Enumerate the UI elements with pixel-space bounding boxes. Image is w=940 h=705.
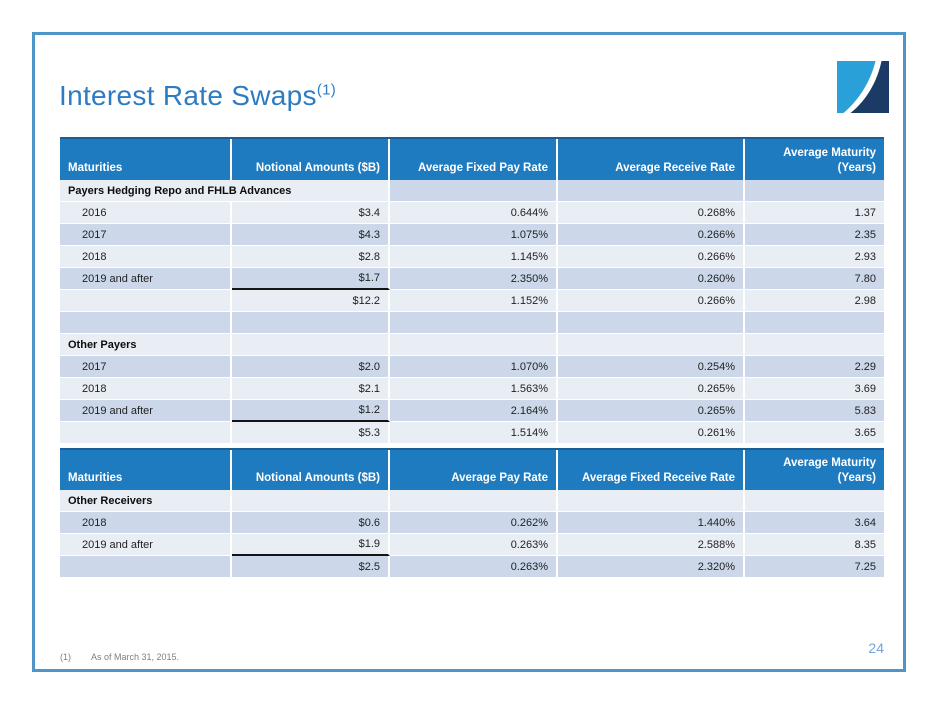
page-title-text: Interest Rate Swaps [59, 80, 317, 111]
column-header-avg-receive-rate: Average Receive Rate [558, 139, 745, 180]
cell-avg-maturity: 7.80 [745, 268, 884, 290]
cell-receive-rate [558, 180, 745, 202]
cell-avg-maturity: 2.35 [745, 224, 884, 246]
column-header-avg-maturity-line2: (Years) [837, 161, 876, 174]
table-row-section-other-receivers [60, 490, 884, 512]
column-header-avg-fixed-pay-rate: Average Fixed Pay Rate [390, 139, 558, 180]
cell-maturity-year: 2016 [60, 202, 232, 224]
footnote [60, 652, 179, 662]
column-header-avg-fixed-receive-rate: Average Fixed Receive Rate [558, 450, 745, 490]
cell-pay-rate: 1.152% [390, 290, 558, 312]
column-header-avg-maturity-line1: Average Maturity [783, 457, 876, 470]
cell-empty [390, 312, 558, 334]
cell-receive-rate: 0.261% [558, 422, 745, 444]
table-row-2019-and-after [60, 400, 884, 422]
column-header-maturities: Maturities [60, 139, 232, 180]
cell-receive-rate: 0.265% [558, 378, 745, 400]
cell-avg-maturity: 7.25 [745, 556, 884, 578]
table-row-subtotal [60, 556, 884, 578]
table-header-row [60, 448, 884, 490]
cell-pay-rate [390, 334, 558, 356]
cell-maturity-year: 2019 and after [60, 534, 232, 556]
cell-section-label: Payers Hedging Repo and FHLB Advances [60, 180, 390, 202]
cell-notional-underlined: $1.9 [232, 534, 390, 556]
column-header-avg-maturity-line1: Average Maturity [783, 147, 876, 160]
cell-notional: $0.6 [232, 512, 390, 534]
cell-pay-rate: 1.145% [390, 246, 558, 268]
table-row-section-other-payers [60, 334, 884, 356]
cell-notional-total: $12.2 [232, 290, 390, 312]
cell-avg-maturity: 8.35 [745, 534, 884, 556]
cell-avg-maturity: 2.29 [745, 356, 884, 378]
page-title [59, 80, 336, 112]
table-row-2017 [60, 356, 884, 378]
table-row-subtotal [60, 290, 884, 312]
cell-pay-rate: 2.164% [390, 400, 558, 422]
cell-avg-maturity: 2.98 [745, 290, 884, 312]
cell-receive-rate: 0.266% [558, 246, 745, 268]
cell-avg-maturity [745, 490, 884, 512]
page-number: 24 [868, 640, 884, 656]
cell-receive-rate: 0.266% [558, 224, 745, 246]
company-logo-icon [837, 61, 889, 113]
table-row-subtotal [60, 422, 884, 444]
table-row-2016 [60, 202, 884, 224]
payers-swaps-table [60, 137, 884, 444]
table-row-2019-and-after [60, 268, 884, 290]
cell-pay-rate: 2.350% [390, 268, 558, 290]
cell-receive-rate: 0.254% [558, 356, 745, 378]
cell-receive-rate: 1.440% [558, 512, 745, 534]
column-header-maturities: Maturities [60, 450, 232, 490]
cell-notional-total: $5.3 [232, 422, 390, 444]
footnote-reference: (1) [316, 81, 337, 99]
column-header-notional-amounts: Notional Amounts ($B) [232, 450, 390, 490]
cell-empty [232, 312, 390, 334]
cell-pay-rate: 1.563% [390, 378, 558, 400]
table-header-row [60, 137, 884, 180]
cell-receive-rate [558, 490, 745, 512]
cell-maturity-year [60, 556, 232, 578]
column-header-avg-maturity [745, 139, 884, 180]
table-row-section-payers-hedging [60, 180, 884, 202]
cell-avg-maturity [745, 180, 884, 202]
cell-pay-rate [390, 180, 558, 202]
cell-maturity-year: 2019 and after [60, 268, 232, 290]
cell-receive-rate [558, 334, 745, 356]
cell-maturity-year [60, 290, 232, 312]
cell-pay-rate [390, 490, 558, 512]
table-row-2018 [60, 246, 884, 268]
cell-maturity-year [60, 422, 232, 444]
cell-pay-rate: 0.262% [390, 512, 558, 534]
table-row-spacer [60, 312, 884, 334]
cell-maturity-year: 2018 [60, 246, 232, 268]
column-header-avg-pay-rate: Average Pay Rate [390, 450, 558, 490]
column-header-avg-maturity-line2: (Years) [837, 471, 876, 484]
cell-notional: $2.0 [232, 356, 390, 378]
cell-maturity-year: 2017 [60, 224, 232, 246]
cell-section-label: Other Receivers [60, 490, 232, 512]
cell-avg-maturity: 1.37 [745, 202, 884, 224]
table-row-2018 [60, 512, 884, 534]
cell-maturity-year: 2017 [60, 356, 232, 378]
footnote-text: As of March 31, 2015. [91, 652, 180, 662]
cell-notional-underlined: $1.2 [232, 400, 390, 422]
cell-avg-maturity: 3.65 [745, 422, 884, 444]
column-header-notional-amounts: Notional Amounts ($B) [232, 139, 390, 180]
cell-receive-rate: 0.266% [558, 290, 745, 312]
cell-notional: $3.4 [232, 202, 390, 224]
cell-notional [232, 334, 390, 356]
cell-section-label: Other Payers [60, 334, 232, 356]
cell-empty [558, 312, 745, 334]
cell-pay-rate: 0.263% [390, 556, 558, 578]
cell-pay-rate: 1.070% [390, 356, 558, 378]
table-row-2019-and-after [60, 534, 884, 556]
cell-notional: $4.3 [232, 224, 390, 246]
cell-receive-rate: 0.268% [558, 202, 745, 224]
cell-pay-rate: 0.263% [390, 534, 558, 556]
cell-avg-maturity: 3.64 [745, 512, 884, 534]
cell-empty [60, 312, 232, 334]
cell-receive-rate: 2.588% [558, 534, 745, 556]
cell-empty [745, 312, 884, 334]
cell-notional: $2.1 [232, 378, 390, 400]
cell-notional: $2.8 [232, 246, 390, 268]
cell-avg-maturity: 2.93 [745, 246, 884, 268]
cell-avg-maturity [745, 334, 884, 356]
footnote-marker: (1) [60, 652, 71, 662]
table-row-2017 [60, 224, 884, 246]
cell-avg-maturity: 5.83 [745, 400, 884, 422]
column-header-avg-maturity [745, 450, 884, 490]
cell-avg-maturity: 3.69 [745, 378, 884, 400]
cell-notional-total: $2.5 [232, 556, 390, 578]
table-row-2018 [60, 378, 884, 400]
cell-pay-rate: 1.075% [390, 224, 558, 246]
receivers-swaps-table [60, 448, 884, 578]
cell-maturity-year: 2019 and after [60, 400, 232, 422]
cell-notional [232, 490, 390, 512]
cell-notional-underlined: $1.7 [232, 268, 390, 290]
cell-receive-rate: 2.320% [558, 556, 745, 578]
cell-receive-rate: 0.265% [558, 400, 745, 422]
cell-pay-rate: 0.644% [390, 202, 558, 224]
cell-receive-rate: 0.260% [558, 268, 745, 290]
cell-pay-rate: 1.514% [390, 422, 558, 444]
cell-maturity-year: 2018 [60, 378, 232, 400]
cell-maturity-year: 2018 [60, 512, 232, 534]
